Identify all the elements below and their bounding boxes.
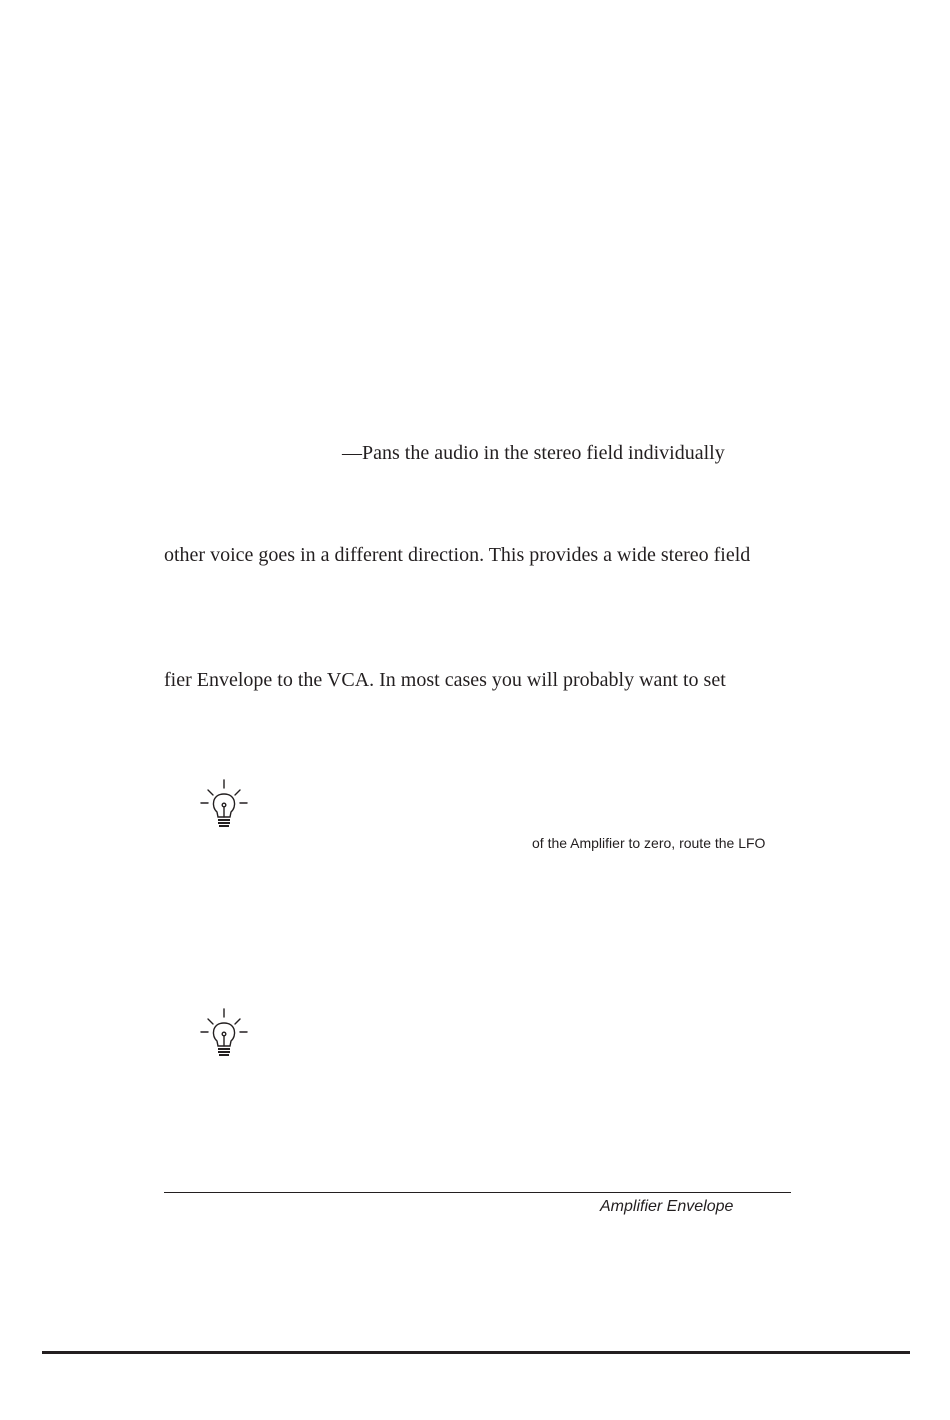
pan-description-line: —Pans the audio in the stereo field individually — [342, 442, 725, 464]
envelope-description-line: fier Envelope to the VCA. In most cases you will probably want to set — [164, 669, 726, 691]
tip-text: of the Amplifier to zero, route the LFO — [532, 835, 766, 851]
footer-section-title: Amplifier Envelope — [600, 1198, 734, 1215]
page-bottom-rule — [42, 1351, 910, 1354]
footer-rule — [164, 1192, 791, 1193]
lightbulb-icon — [198, 1007, 250, 1059]
voice-description-line: other voice goes in a different direction. This provides a wide stereo field — [164, 544, 751, 566]
lightbulb-icon — [198, 778, 250, 830]
